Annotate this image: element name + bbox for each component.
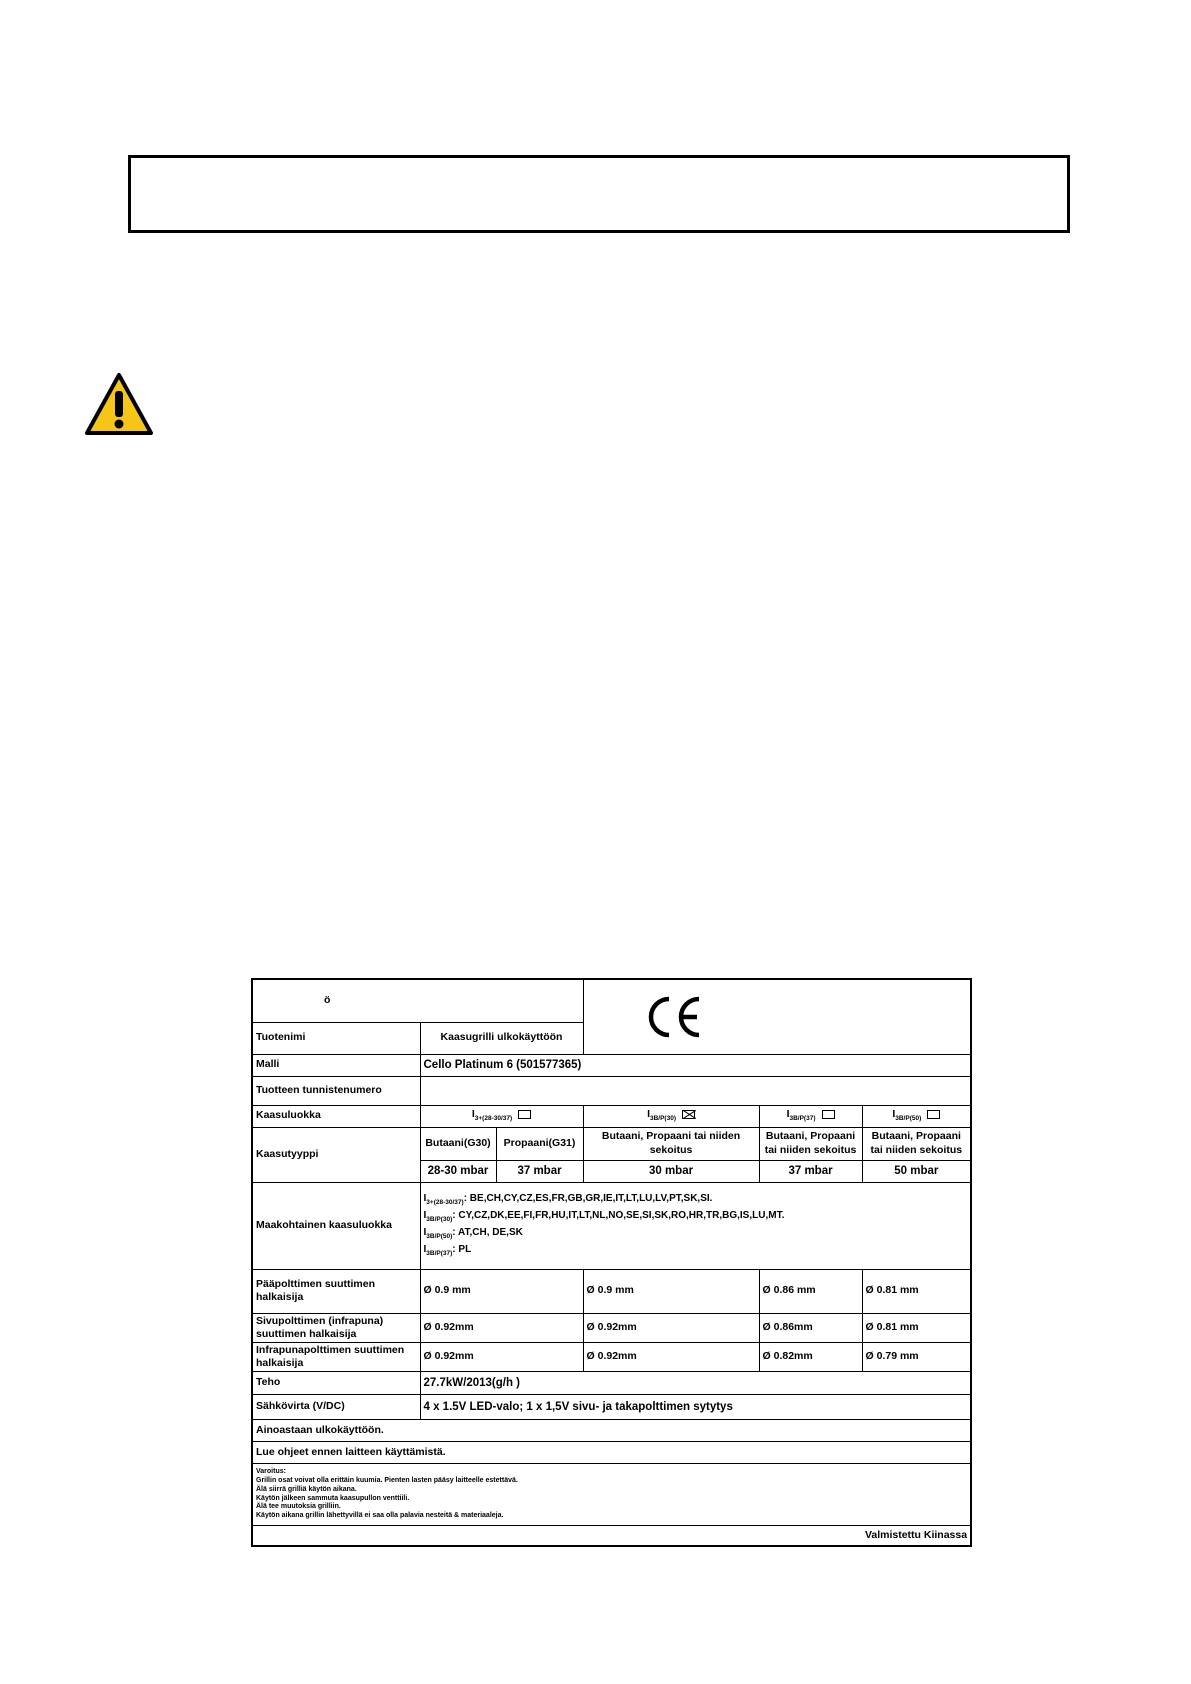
country-line: $I_{3B/P(50)}$: AT,CH, DE,SK (423, 1227, 523, 1240)
outdoor-only-text: Ainoastaan ulkokäyttöön. (252, 1420, 971, 1442)
warning-line: Älä siirrä grilliä käytön aikana. (256, 1485, 357, 1493)
warning-line: Älä tee muutoksia grilliin. (256, 1503, 341, 1511)
country-line: $I_{3+(28-30/37)}$: BE,CH,CY,CZ,ES,FR,GB,GR,IE,IT,LT,LU,LV,PT,SK,SI. (423, 1192, 713, 1206)
gas-type-3: Butaani, Propaani tai niiden sekoitus (759, 1127, 862, 1160)
gas-category-label: Kaasuluokka (252, 1105, 420, 1127)
infrared-burner-label: Infrapunapolttimen suuttimen halkaisija (252, 1342, 420, 1371)
country-line: $I_{3B/P(37)}$: PL (423, 1244, 472, 1258)
main-burner-value: Ø 0.9 mm (420, 1269, 583, 1313)
country-category-label: Maakohtainen kaasuluokka (252, 1182, 420, 1269)
electricity-label: Sähkövirta (V/DC) (252, 1395, 420, 1420)
model-label: Malli (252, 1054, 420, 1076)
side-burner-value: Ø 0.86mm (759, 1313, 862, 1342)
main-burner-value: Ø 0.81 mm (862, 1269, 971, 1313)
ce-mark-icon (645, 995, 703, 1039)
gas-type-2: Butaani, Propaani tai niiden sekoitus (583, 1127, 759, 1160)
gas-type-0: Butaani(G30) (420, 1127, 496, 1160)
gas-type-label: Kaasutyyppi (252, 1127, 420, 1182)
infrared-burner-value: Ø 0.92mm (420, 1342, 583, 1371)
infrared-burner-value: Ø 0.82mm (759, 1342, 862, 1371)
gas-appliance-label (251, 978, 972, 1547)
pressure-1: 37 mbar (496, 1160, 583, 1182)
made-in-text: Valmistettu Kiinassa (252, 1526, 971, 1546)
model-value: Cello Platinum 6 (501577365) (420, 1054, 971, 1076)
gas-type-1: Propaani(G31) (496, 1127, 583, 1160)
pressure-3: 37 mbar (759, 1160, 862, 1182)
checkbox-unchecked (927, 1110, 940, 1119)
product-name-value: Kaasugrilli ulkokäyttöön (420, 1022, 583, 1054)
ce-mark-cell (583, 979, 971, 1054)
side-burner-label: Sivupolttimen (infrapuna) suuttimen halkaisija (252, 1313, 420, 1342)
warning-line: Varoitus: (256, 1468, 286, 1476)
read-manual-text: Lue ohjeet ennen laitteen käyttämistä. (252, 1442, 971, 1464)
gas-category-2: $I_{3B/P(30)}$ (583, 1105, 759, 1127)
infrared-burner-value: Ø 0.79 mm (862, 1342, 971, 1371)
warning-line: Grillin osat voivat olla erittäin kuumia. Pienten lasten pääsy laitteelle estettävä. (256, 1477, 518, 1484)
warning-line: Käytön jälkeen sammuta kaasupullon venttiili. (256, 1494, 410, 1502)
gas-category-1: $I_{3+(28-30/37)}$ (420, 1105, 583, 1127)
country-category-list (420, 1182, 971, 1269)
pressure-2: 30 mbar (583, 1160, 759, 1182)
side-burner-value: Ø 0.92mm (583, 1313, 759, 1342)
warning-text (252, 1464, 971, 1526)
warning-triangle-icon (84, 372, 154, 436)
side-burner-value: Ø 0.92mm (420, 1313, 583, 1342)
main-burner-value: Ø 0.86 mm (759, 1269, 862, 1313)
pressure-4: 50 mbar (862, 1160, 971, 1182)
side-burner-value: Ø 0.81 mm (862, 1313, 971, 1342)
main-burner-value: Ø 0.9 mm (583, 1269, 759, 1313)
checkbox-unchecked (518, 1110, 531, 1119)
checkbox-unchecked (822, 1110, 835, 1119)
product-name-label: Tuotenimi (252, 1022, 420, 1054)
empty-title-box (128, 155, 1070, 233)
gas-category-4: $I_{3B/P(50)}$ (862, 1105, 971, 1127)
checkbox-checked (682, 1110, 695, 1119)
label-header: ö (252, 979, 583, 1022)
country-line: $I_{3B/P(30)}$: CY,CZ,DK,EE,FI,FR,HU,IT,LT,NL,NO,SE,SI,SK,RO,HR,TR,BG,IS,LU,MT. (423, 1209, 785, 1223)
gas-category-3: $I_{3B/P(37)}$ (759, 1105, 862, 1127)
pressure-0: 28-30 mbar (420, 1160, 496, 1182)
main-burner-label: Pääpolttimen suuttimen halkaisija (252, 1269, 420, 1313)
electricity-value: 4 x 1.5V LED-valo; 1 x 1,5V sivu- ja takapolttimen sytytys (420, 1395, 971, 1420)
infrared-burner-value: Ø 0.92mm (583, 1342, 759, 1371)
warning-line: Käytön aikana grillin lähettyvillä ei saa olla palavia nesteitä & materiaaleja. (256, 1512, 504, 1519)
power-label: Teho (252, 1372, 420, 1395)
gas-type-4: Butaani, Propaani tai niiden sekoitus (862, 1127, 971, 1160)
power-value: 27.7kW/2013(g/h ) (420, 1372, 971, 1395)
product-id-value (420, 1076, 971, 1105)
product-id-label: Tuotteen tunnistenumero (252, 1076, 420, 1105)
